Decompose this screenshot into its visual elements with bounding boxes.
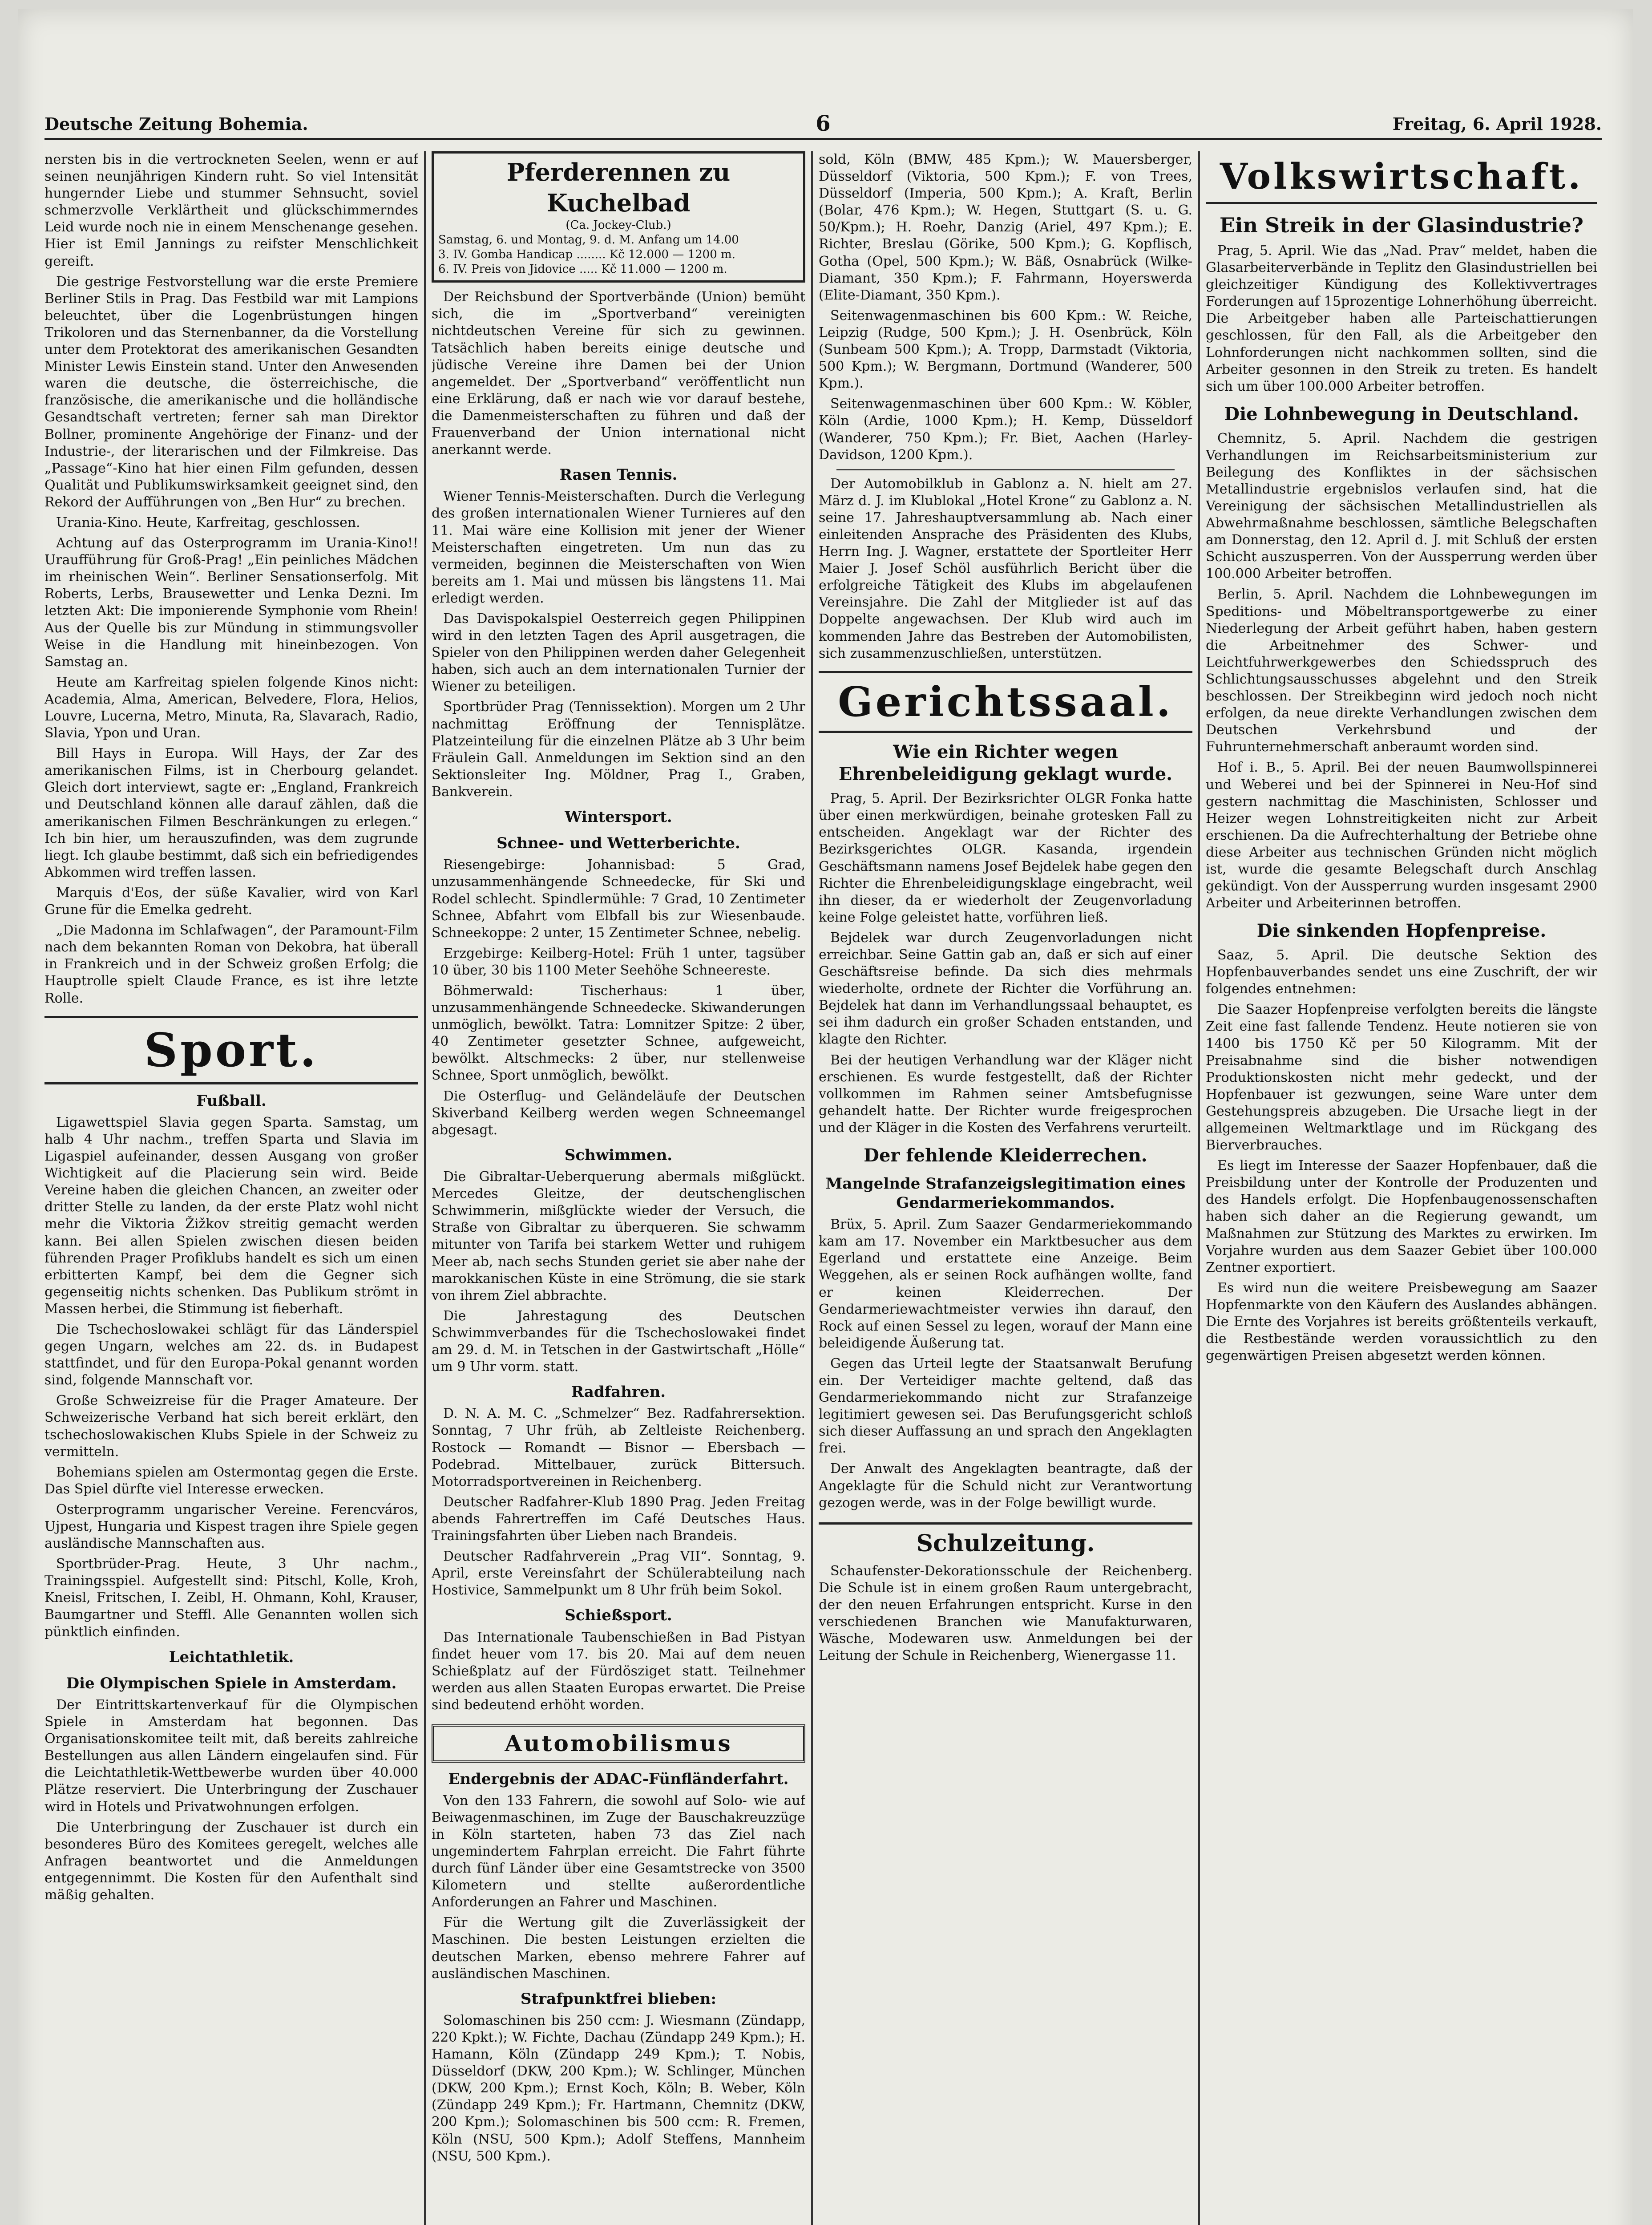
column-rule — [811, 151, 813, 2225]
subsection-title: Rasen Tennis. — [559, 466, 678, 484]
article-text: Die Tschechoslowakei schlägt für das Länderspiel gegen Ungarn, welches am 22. ds. in Budapest stattfindet, und für den Europa-Pokal genannt worden sind, folgende Mannschaft vor. — [44, 1321, 418, 1388]
column-2 — [432, 151, 805, 2225]
article-text: Achtung auf das Osterprogramm im Urania-Kino!! Uraufführung für Groß-Prag! „Ein peinliches Mädchen im rheinischen Wein“. Berliner Sensationserfolg. Mit Roberts, Lerbs, Brausewetter und Lenka Dezni. Im letzten Akt: Die imponierende Symphonie vom Rhein! Aus der Quelle bis zur Mündung in stimmungsvoller Weise in die Handlung mit hineinbezogen. Von Samstag an. — [44, 535, 418, 670]
article-text: Erzgebirge: Keilberg-Hotel: Früh 1 unter, tagsüber 10 über, 30 bis 1100 Meter Seehöhe Schneereste. — [432, 945, 805, 978]
article-text: Wiener Tennis-Meisterschaften. Durch die Verlegung des großen internationalen Wiener Turnieres auf den 11. Mai wäre eine Kollision mit jener der Wiener Meisterschaften eingetreten. Um nun das zu vermeiden, beginnen die Meisterschaften von Wien bereits am 1. Mai und müssen bis längstens 11. Mai erledigt werden. — [432, 489, 805, 606]
article-text: Prag, 5. April. Der Bezirksrichter OLGR Fonka hatte über einen merkwürdigen, beinahe grotesken Fall zu entscheiden. Angeklagt war der Richter des Bezirksgerichtes OLGR. Kasanda, irgendein Geschäftsmann namens Josef Bejdelek habe gegen den Richter die Ehrenbeleidigungsklage eingebracht, weil ihn dieser, da er wiederholt der Zeugenvorladung keine Folge geleistet hatte, vorführen ließ. — [819, 791, 1192, 925]
article-text: Urania-Kino. Heute, Karfreitag, geschlossen. — [56, 514, 360, 530]
article-text: Das Davispokalspiel Oesterreich gegen Philippinen wird in den letzten Tagen des April ausgetragen, die Spieler von den Philippinen werden daher Gelegenheit haben, sich auch an dem internationalen Turnier der Wiener zu beteiligen. — [432, 611, 805, 695]
column-1 — [44, 151, 418, 2225]
article-text: Seitenwagenmaschinen über 600 Kpm.: W. Köbler, Köln (Ardie, 1000 Kpm.); H. Kemp, Düsseldorf (Wanderer, 750 Kpm.); Fr. Biet, Aachen (Harley-Davidson, 1200 Kpm.). — [819, 396, 1192, 463]
article-text: Bill Hays in Europa. Will Hays, der Zar des amerikanischen Films, ist in Cherbourg gelandet. Gleich dort interviewt, sagte er: „England, Frankreich und Deutschland können alle darauf zählen, daß die amerikanischen Filmen Beschränkungen zu erlegen.“ Ich bin hier, um herauszufinden, was dem zugrunde liegt. Ich glaube bestimmt, daß sich ein befriedigendes Abkommen wird treffen lassen. — [44, 746, 418, 880]
race-ad-club: (Ca. Jockey-Club.) — [565, 218, 671, 232]
article-text: Heute am Karfreitag spielen folgende Kinos nicht: Academia, Alma, American, Belvedere, Flora, Helios, Louvre, Lucerna, Metro, Minuta, Ra, Slavarach, Radio, Slavia, Ypon und Uran. — [44, 674, 418, 741]
subsection-title: Leichtathletik. — [169, 1648, 294, 1666]
article-text: Schaufenster-Dekorationsschule der Reichenberg. Die Schule ist in einem großen Raum untergebracht, der den neuen Erfahrungen entspricht. Kurse in den verschiedenen Branchen wie Manufakturwaren, Wäsche, Modewaren usw. Anmeldungen bei der Leitung der Schule in Reichenberg, Wienergasse 11. — [819, 1563, 1192, 1664]
article-text: D. N. A. M. C. „Schmelzer“ Bez. Radfahrersektion. Sonntag, 7 Uhr früh, ab Zeltleiste Reichenberg. Rostock — Romandt — Bisnor — Ebersbach — Podebrad. Mittelbauer, zurück Bittersuch. Motorradsportvereinen in Reichenberg. — [432, 1406, 805, 1489]
article-text: Das Internationale Taubenschießen in Bad Pistyan findet heuer vom 17. bis 20. Mai auf dem neuen Schießplatz auf der Fürdösziget statt. Teilnehmer werden aus allen Staaten Europas erwartet. Die Preise sind bedeutend erhöht worden. — [432, 1629, 805, 1713]
article-text: Die gestrige Festvorstellung war die erste Premiere Berliner Stils in Prag. Das Festbild war mit Lampions beleuchtet, über die Logenbrüstungen hingen Trikoloren und das Sternenbanner, da die Vorstellung unter dem Protektorat des amerikanischen Gesandten Minister Lewis Einstein stand. Unter den Anwesenden waren die deutsche, die österreichische, die französische, die amerikanische und die holländische Gesandtschaft vertreten; ferner sah man Direktor Bollner, prominente Angehörige der Finanz- und der Industrie-, der literarischen und der Filmkreise. Das „Passage“-Kino hat hier einen Film gefunden, dessen Qualität und Publikumswirksamkeit geeignet sind, den Rekord der Aufführungen von „Ben Hur“ zu brechen. — [44, 274, 418, 510]
masthead-name: Deutsche Zeitung Bohemia. — [44, 114, 308, 134]
article-text: Die Jahrestagung des Deutschen Schwimmverbandes für die Tschechoslowakei findet am 29. d. M. in Tetschen in der Gastwirtschaft „Hölle“ um 9 Uhr vorm. statt. — [432, 1308, 805, 1375]
article-text: Von den 133 Fahrern, die sowohl auf Solo- wie auf Beiwagenmaschinen, im Zuge der Bauschakreuzzüge in Köln starteten, haben 73 das Ziel nach ungemindertem Fahrplan erreicht. Die Fahrt führte durch fünf Länder über eine Gesamtstrecke von 3500 Kilometern und stellte außerordentliche Anforderungen an Fahrer und Maschinen. — [432, 1792, 805, 1910]
article-headline: Schnee- und Wetterberichte. — [497, 834, 740, 853]
article-text: Die Osterflug- und Geländeläufe der Deutschen Skiverband Keilberg werden wegen Schneemangel abgesagt. — [432, 1088, 805, 1138]
article-text: Riesengebirge: Johannisbad: 5 Grad, unzusammenhängende Schneedecke, für Ski und Rodel schlecht. Spindlermühle: 7 Grad, 10 Zentimeter Schnee, Abfahrt vom Elbfall bis zur Wiesenbaude. Schneekoppe: 2 unter, 15 Zentimeter Schnee, nebelig. — [432, 857, 805, 941]
section-title-sport: Sport. — [44, 1016, 418, 1084]
section-title-schulzeitung: Schulzeitung. — [819, 1522, 1192, 1558]
article-text: Es wird nun die weitere Preisbewegung am Saazer Hopfenmarkte von den Käufern des Auslandes abhängen. Die Ernte des Vorjahres ist bereits größtenteils verkauft, die Restbestände werden voraussichtlich zu den gegenwärtigen Preisen abgesetzt werden können. — [1206, 1280, 1597, 1364]
article-text: Für die Wertung gilt die Zuverlässigkeit der Maschinen. Die besten Leistungen erzielten die deutschen Marken, ebenso mehrere Fahrer auf ausländischen Maschinen. — [432, 1915, 805, 1982]
article-text: Deutscher Radfahrverein „Prag VII“. Sonntag, 9. April, erste Vereinsfahrt der Schülerabteilung nach Hostivice, Sammelpunkt um 8 Uhr früh beim Sokol. — [432, 1549, 805, 1598]
article-text: Berlin, 5. April. Nachdem die Lohnbewegungen im Speditions- und Möbeltransportgewerbe zu einer Niederlegung der Arbeit geführt haben, haben gestern die Arbeitnehmer des Schwer- und Leichtfuhrwerkgewerbes den Schiedsspruch des Schlichtungsausschusses abgelehnt und den Streik beschlossen. Der Streikbeginn wird jedoch noch nicht erfolgen, da neue direkte Verhandlungen zwischen dem Deutschen Verkehrsbund und der Fuhrunternehmerschaft anberaumt worden sind. — [1206, 587, 1597, 755]
article-text: Gegen das Urteil legte der Staatsanwalt Berufung ein. Der Verteidiger machte geltend, daß das Gendarmeriekommando nicht zur Strafanzeige legitimiert gewesen sei. Das Berufungsgericht schloß sich dieser Auffassung an und sprach den Angeklagten frei. — [819, 1355, 1192, 1456]
race-advertisement — [432, 151, 805, 283]
article-text: Der Eintrittskartenverkauf für die Olympischen Spiele in Amsterdam hat begonnen. Das Organisationskomitee teilt mit, daß bereits zahlreiche Bestellungen aus allen Ländern eingelaufen sind. Für die Leichtathletik-Wettbewerbe wurden über 40.000 Plätze reserviert. Die Unterbringung der Zuschauer wird in Hotels und Privatwohnungen erfolgen. — [44, 1697, 418, 1815]
article-text: Ligawettspiel Slavia gegen Sparta. Samstag, um halb 4 Uhr nachm., treffen Sparta und Slavia im Ligaspiel aufeinander, dessen Ausgang von großer Wichtigkeit auf die Placierung sein wird. Beide Vereine haben die gleichen Chancen, an zweiter oder dritter Stelle zu landen, da der erste Platz wohl nicht mehr die Viktoria Žižkov streitig gemacht werden kann. Bei allen Spielen zwischen diesen beiden führenden Prager Profiklubs handelt es sich um einen erbitterten Kampf, bei dem die Gegner sich gegenseitig nichts schenken. Das Publikum strömt in Massen herbei, die Stimmung ist fieberhaft. — [44, 1114, 418, 1317]
article-headline: Die Olympischen Spiele in Amsterdam. — [66, 1674, 397, 1692]
column-rule — [424, 151, 426, 2225]
page-number: 6 — [816, 111, 831, 136]
article-text: Die Unterbringung der Zuschauer ist durch ein besonderes Büro des Komitees geregelt, welches alle Anfragen beantwortet und die Anmeldungen entgegennimmt. Die Kosten für den Aufenthalt sind mäßig gehalten. — [44, 1819, 418, 1903]
column-rule — [1198, 151, 1200, 2225]
article-headline: Der fehlende Kleiderrechen. — [864, 1145, 1147, 1166]
article-text: nersten bis in die vertrockneten Seelen, wenn er auf seinen neunjährigen Kindern ruht. So viel Intensität hungernder Liebe und stummer Sehnsucht, soviel schmerzvolle Verklärtheit und glückschimmerndes Leid wurde noch nie in einem Menschenange gesehen. Hier ist Emil Jannings zu reifster Menschlichkeit gereift. — [44, 152, 418, 269]
article-headline: Die Lohnbewegung in Deutschland. — [1224, 403, 1579, 425]
article-text: Seitenwagenmaschinen bis 600 Kpm.: W. Reiche, Leipzig (Rudge, 500 Kpm.); J. H. Osenbrück, Köln (Sunbeam 500 Kpm.); A. Tropp, Darmstadt (Viktoria, 500 Kpm.); W. Bergmann, Dortmund (Wanderer, 500 Kpm.). — [819, 307, 1192, 392]
article-text: Sportbrüder Prag (Tennissektion). Morgen um 2 Uhr nachmittag Eröffnung der Tennisplätze. Platzeinteilung für die einzelnen Plätze ab 3 Uhr beim Fräulein Gall. Anmeldungen im Sektion sind an den Sektionsleiter Ing. Möldner, Prag I., Graben, Bankverein. — [432, 699, 805, 800]
subsection-title: Radfahren. — [571, 1383, 666, 1401]
section-title-automobilismus: Automobilismus — [432, 1724, 805, 1763]
race-ad-title: Pferderennen zu Kuchelbad — [506, 158, 731, 217]
article-text: sold, Köln (BMW, 485 Kpm.); W. Mauersberger, Düsseldorf (Viktoria, 500 Kpm.); F. von Trees, Düsseldorf (Imperia, 500 Kpm.); A. Kraft, Berlin (Bolar, 476 Kpm.); W. Hegen, Stuttgart (S. u. G. 50/Kpm.); H. Roehr, Danzig (Ariel, 497 Kpm.); E. Richter, Breslau (Görike, 500 Kpm.); G. Kopflisch, Gotha (Opel, 500 Kpm.); W. Bäß, Osnabrück (Wilke-Diamant, 350 Kpm.); F. Fahrmann, Hoyerswerda (Elite-Diamant, 350 Kpm.). — [819, 152, 1192, 303]
section-title-gerichtssaal: Gerichtssaal. — [819, 671, 1192, 733]
divider — [836, 469, 1175, 470]
article-text: Bohemians spielen am Ostermontag gegen die Erste. Das Spiel dürfte viel Interesse erwecken. — [44, 1464, 418, 1497]
article-text: Die Saazer Hopfenpreise verfolgten bereits die längste Zeit eine fast fallende Tendenz. Heute notieren sie von 1400 bis 1750 Kč per 50 Kilogramm. Mit der Preisabnahme sind die bisher notwendigen Produktionskosten nicht mehr gedeckt, und der Hopfenbauer ist gezwungen, seine Ware unter dem Gestehungspreis abzugeben. Die Ursache liegt in der allgemeinen Weltmarktlage und im Rückgang des Bierverbrauches. — [1206, 1002, 1597, 1153]
subsection-title: Fußball. — [196, 1092, 267, 1110]
article-text: Der Reichsbund der Sportverbände (Union) bemüht sich, die im „Sportverband“ vereinigten nichtdeutschen Vereine für sich zu gewinnen. Tatsächlich haben bereits einige deutsche und jüdische Vereine ihre Damen bei der Union angemeldet. Der „Sportverband“ veröffentlicht nun eine Erklärung, daß er nach wie vor darauf bestehe, die Damenmeisterschaften zu führen und daß der Frauenverband der Union international nicht anerkannt werde. — [432, 289, 805, 458]
article-text: Chemnitz, 5. April. Nachdem die gestrigen Verhandlungen im Reichsarbeitsministerium zur Beilegung des Konfliktes in der sächsischen Metallindustrie ergebnislos verlaufen sind, hat die Vereinigung der sächsischen Metallindustriellen als Abwehrmaßnahme beschlossen, sämtliche Belegschaften am Donnerstag, den 12. April d. J. mit Schluß der ersten Schicht auszusperren. Von der Aussperrung werden über 100.000 Arbeiter betroffen. — [1206, 430, 1597, 582]
issue-date: Freitag, 6. April 1928. — [1392, 114, 1602, 134]
race-ad-schedule: Samstag, 6. und Montag, 9. d. M. Anfang um 14.00 3. IV. Gomba Handicap ........ Kč 12.000 — 1200 m. 6. IV. Preis von Jidovice ..... Kč 11.000 — 1200 m. — [438, 233, 739, 276]
article-text: Der Automobilklub in Gablonz a. N. hielt am 27. März d. J. im Klublokal „Hotel Krone“ zu Gablonz a. N. seine 17. Jahreshauptversammlung ab. Nach einer einleitenden Ansprache des Präsidenten des Klubs, Herrn Ing. J. Wagner, erstattete der Sportleiter Herr Maier J. Josef Schöl ausführlich Bericht über die erfolgreiche Tätigkeit des Klubs im abgelaufenen Vereinsjahre. Die Zahl der Mitglieder ist auf das Doppelte angewachsen. Der Klub wird auch im kommenden Jahre das Bestreben der Automobilisten, sich zusammenzuschließen, unterstützen. — [819, 476, 1192, 661]
article-text: Saaz, 5. April. Die deutsche Sektion des Hopfenbauverbandes sendet uns eine Zuschrift, der wir folgendes entnehmen: — [1206, 947, 1597, 997]
running-header — [44, 111, 1602, 140]
column-3 — [819, 151, 1192, 2225]
article-text: Der Anwalt des Angeklagten beantragte, daß der Angeklagte für die Schuld nicht zur Verantwortung gezogen werde, was in der Folge bewilligt wurde. — [819, 1461, 1192, 1511]
subsection-title: Wintersport. — [565, 808, 672, 826]
article-text: Brüx, 5. April. Zum Saazer Gendarmeriekommando kam am 17. November ein Marktbesucher aus dem Egerland und erstattete eine Anzeige. Beim Weggehen, als er seinen Rock aufhängen wollte, fand er keinen Kleiderrechen. Der Gendarmeriewachtmeister verwies ihn darauf, den Rock auf einen Sessel zu legen, worauf der Mann eine beleidigende Äußerung tat. — [819, 1217, 1192, 1351]
subsection-title: Schwimmen. — [564, 1146, 673, 1164]
article-subheadline: Mangelnde Strafanzeigslegitimation eines Gendarmeriekommandos. — [825, 1174, 1186, 1212]
article-headline: Ein Streik in der Glasindustrie? — [1219, 213, 1583, 237]
section-title-volkswirtschaft: Volkswirtschaft. — [1206, 151, 1597, 204]
article-headline: Wie ein Richter wegen Ehrenbeleidigung geklagt wurde. — [838, 741, 1173, 785]
article-text: Osterprogramm ungarischer Vereine. Ferencváros, Ujpest, Hungaria und Kispest tragen ihre Spiele gegen ausländische Mannschaften aus. — [44, 1501, 418, 1552]
article-text: Marquis d'Eos, der süße Kavalier, wird von Karl Grune für die Emelka gedreht. — [44, 885, 418, 918]
article-text: Bejdelek war durch Zeugenvorladungen nicht erreichbar. Seine Gattin gab an, daß er sich auf einer Geschäftsreise befinde. Da sich dies mehrmals wiederholte, ordnete der Richter die Vorführung an. Bejdelek hat dann im Verhandlungssaal behauptet, es sei ihm dadurch ein großer Schaden entstanden, und klagte den Richter. — [819, 930, 1192, 1048]
article-text: „Die Madonna im Schlafwagen“, der Paramount-Film nach dem bekannten Roman von Dekobra, hat überall in Frankreich und in der Schweiz großen Erfolg; die Hauptrolle spielt Claude France, es ist ihre letzte Rolle. — [44, 922, 418, 1006]
column-4 — [1206, 151, 1597, 2225]
article-text: Deutscher Radfahrer-Klub 1890 Prag. Jeden Freitag abends Fahrertreffen im Café Deutsches Haus. Trainingsfahrten über Lieben nach Brandeis. — [432, 1494, 805, 1544]
article-text: Große Schweizreise für die Prager Amateure. Der Schweizerische Verband hat sich bereit erklärt, den tschechoslowakischen Klubs Spiele in der Schweiz zu vermitteln. — [44, 1393, 418, 1460]
article-text: Solomaschinen bis 250 ccm: J. Wiesmann (Zündapp, 220 Kpkt.); W. Fichte, Dachau (Zündapp 249 Kpm.); H. Hamann, Köln (Zündapp 249 Kpm.); T. Nobis, Düsseldorf (DKW, 200 Kpm.); W. Schlinger, München (DKW, 200 Kpm.); Ernst Koch, Köln; B. Weber, Köln (Zündapp 249 Kpm.); Fr. Hartmann, Chemnitz (DKW, 200 Kpm.); Solomaschinen bis 500 ccm: R. Fremen, Köln (NSU, 500 Kpm.); Adolf Steffens, Mannheim (NSU, 500 Kpm.). — [432, 2012, 805, 2164]
article-text: Hof i. B., 5. April. Bei der neuen Baumwollspinnerei und Weberei und bei der Spinnerei in Neu-Hof sind gestern nachmittag die Maschinisten, Schlosser und Heizer wegen Lohnstreitigkeiten nicht zur Arbeit erschienen. Da die Aufrechterhaltung der Betriebe ohne diese Arbeiter aus technischen Gründen nicht möglich ist, wurde die gesamte Belegschaft durch Anschlag gekündigt. Von der Aussperrung wurden insgesamt 2900 Arbeiter und Arbeiterinnen betroffen. — [1206, 760, 1597, 911]
article-headline: Die sinkenden Hopfenpreise. — [1256, 920, 1547, 942]
article-text: Böhmerwald: Tischerhaus: 1 über, unzusammenhängende Schneedecke. Skiwanderungen unmöglich, bewölkt. Tatra: Lomnitzer Spitze: 2 über, 40 Zentimeter gesetzter Schnee, aufgeweicht, bewölkt. Altschmecks: 2 über, nur stellenweise Schnee, Sport unmöglich, bewölkt. — [432, 983, 805, 1084]
subsection-title: Schießsport. — [565, 1606, 672, 1625]
article-text: Die Gibraltar-Ueberquerung abermals mißglückt. Mercedes Gleitze, der deutschenglischen Schwimmerin, mißglückte wieder der Versuch, die Straße von Gibraltar zu überqueren. Sie schwamm mitunter von Tarifa bei starkem Wetter und ruhigem Meer ab, nach sechs Stunden geriet sie aber nahe der marokkanischen Küste in eine Strömung, die sie stark von ihrem Ziel abbrachte. — [432, 1169, 805, 1303]
article-text: Sportbrüder-Prag. Heute, 3 Uhr nachm., Trainingsspiel. Aufgestellt sind: Pitschl, Kolle, Kroh, Kneisl, Fritschen, I. Zeibl, H. Ohmann, Kohl, Krauser, Baumgartner und Steffl. Alle Genannten wollen sich pünktlich einfinden. — [44, 1556, 418, 1640]
article-text: Prag, 5. April. Wie das „Nad. Prav“ meldet, haben die Glasarbeiterverbände in Teplitz den Glasindustriellen bei gleichzeitiger Kündigung des Kollektivvertrages Forderungen auf 15prozentige Lohnerhöhung überreicht. Die Arbeitgeber haben alle Parteischattierungen geschlossen, für den Fall, als die Arbeitgeber den Lohnforderungen nicht nachkommen sollten, sind die Arbeiter gesonnen in den Streik zu treten. Es handelt sich um über 100.000 Arbeiter betroffen. — [1206, 243, 1597, 394]
article-text: Bei der heutigen Verhandlung war der Kläger nicht erschienen. Es wurde festgestellt, daß der Richter vollkommen im Rahmen seiner Amtsbefugnisse gehandelt hatte. Der Richter wurde freigesprochen und der Kläger in die Kosten des Verfahrens verurteilt. — [819, 1052, 1192, 1136]
article-headline: Endergebnis der ADAC-Fünfländerfahrt. — [448, 1770, 789, 1788]
subsection-title: Strafpunktfrei blieben: — [520, 1990, 717, 2008]
article-text: Es liegt im Interesse der Saazer Hopfenbauer, daß die Preisbildung unter der Kontrolle der Produzenten und des Handels erfolgt. Die Hopfenbaugenossenschaften haben sich daher an die Regierung gewandt, um Maßnahmen zur Stützung des Marktes zu erwirken. Im Vorjahre wurden aus dem Saazer Gebiet über 100.000 Zentner exportiert. — [1206, 1158, 1597, 1275]
newspaper-page — [18, 9, 1633, 2225]
